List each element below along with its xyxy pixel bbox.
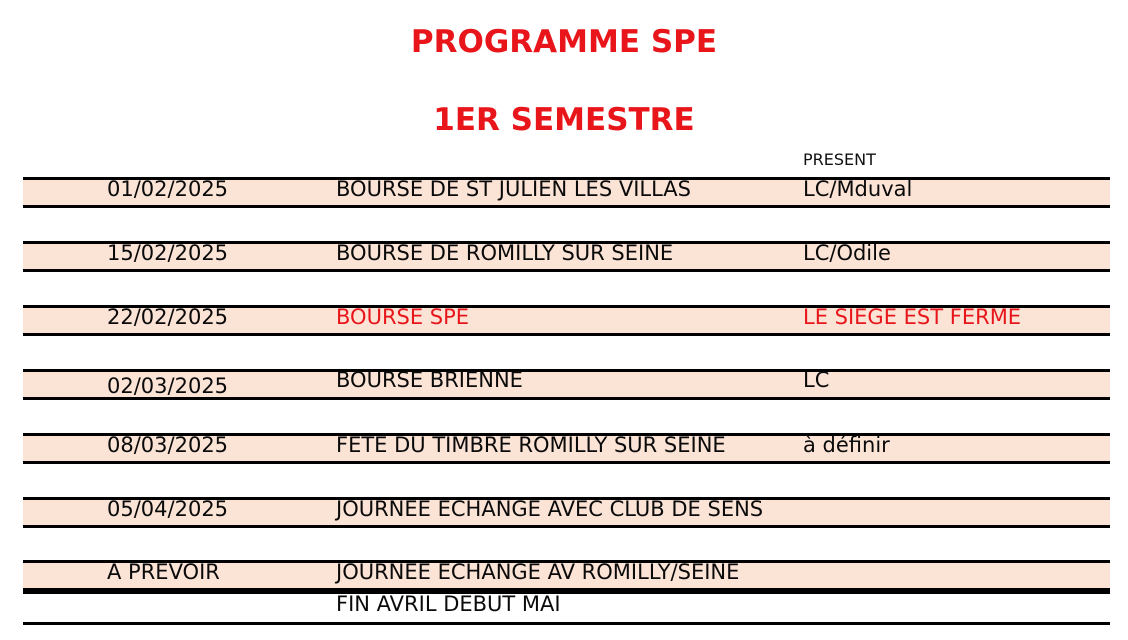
row-band-extra bbox=[23, 591, 1110, 625]
row-date: A PREVOIR bbox=[107, 560, 220, 584]
table-row bbox=[0, 368, 1128, 405]
table-row bbox=[0, 179, 1128, 213]
row-present: à définir bbox=[803, 433, 890, 457]
page-subtitle: 1ER SEMESTRE bbox=[433, 102, 695, 138]
row-date: 22/02/2025 bbox=[107, 305, 229, 329]
row-date: 01/02/2025 bbox=[107, 177, 229, 201]
row-date: 08/03/2025 bbox=[107, 433, 229, 457]
row-event: BOURSE BRIENNE bbox=[336, 368, 523, 392]
row-event: BOURSE DE ROMILLY SUR SEINE bbox=[336, 241, 674, 265]
row-event: BOURSE DE ST JULIEN LES VILLAS bbox=[336, 177, 691, 201]
row-date: 02/03/2025 bbox=[107, 374, 229, 398]
row-present: LC/Mduval bbox=[803, 177, 913, 201]
table-row bbox=[0, 243, 1128, 277]
table-row bbox=[0, 562, 1128, 596]
present-column-header: PRESENT bbox=[803, 150, 876, 169]
page-title: PROGRAMME SPE bbox=[410, 24, 718, 60]
row-date: 05/04/2025 bbox=[107, 497, 229, 521]
row-present: LC bbox=[803, 368, 830, 392]
row-present: LC/Odile bbox=[803, 241, 891, 265]
row-extra-line: FIN AVRIL DEBUT MAI bbox=[336, 592, 561, 616]
row-date: 15/02/2025 bbox=[107, 241, 229, 265]
row-event: FETE DU TIMBRE ROMILLY SUR SEINE bbox=[336, 433, 726, 457]
row-event: BOURSE SPE bbox=[336, 305, 470, 329]
row-event: JOURNEE ECHANGE AVEC CLUB DE SENS bbox=[336, 497, 764, 521]
row-event: JOURNEE ECHANGE AV ROMILLY/SEINE bbox=[336, 560, 740, 584]
table-row bbox=[0, 435, 1128, 469]
row-present: LE SIEGE EST FERME bbox=[803, 305, 1022, 329]
table-row bbox=[0, 499, 1128, 533]
table-row bbox=[0, 307, 1128, 341]
